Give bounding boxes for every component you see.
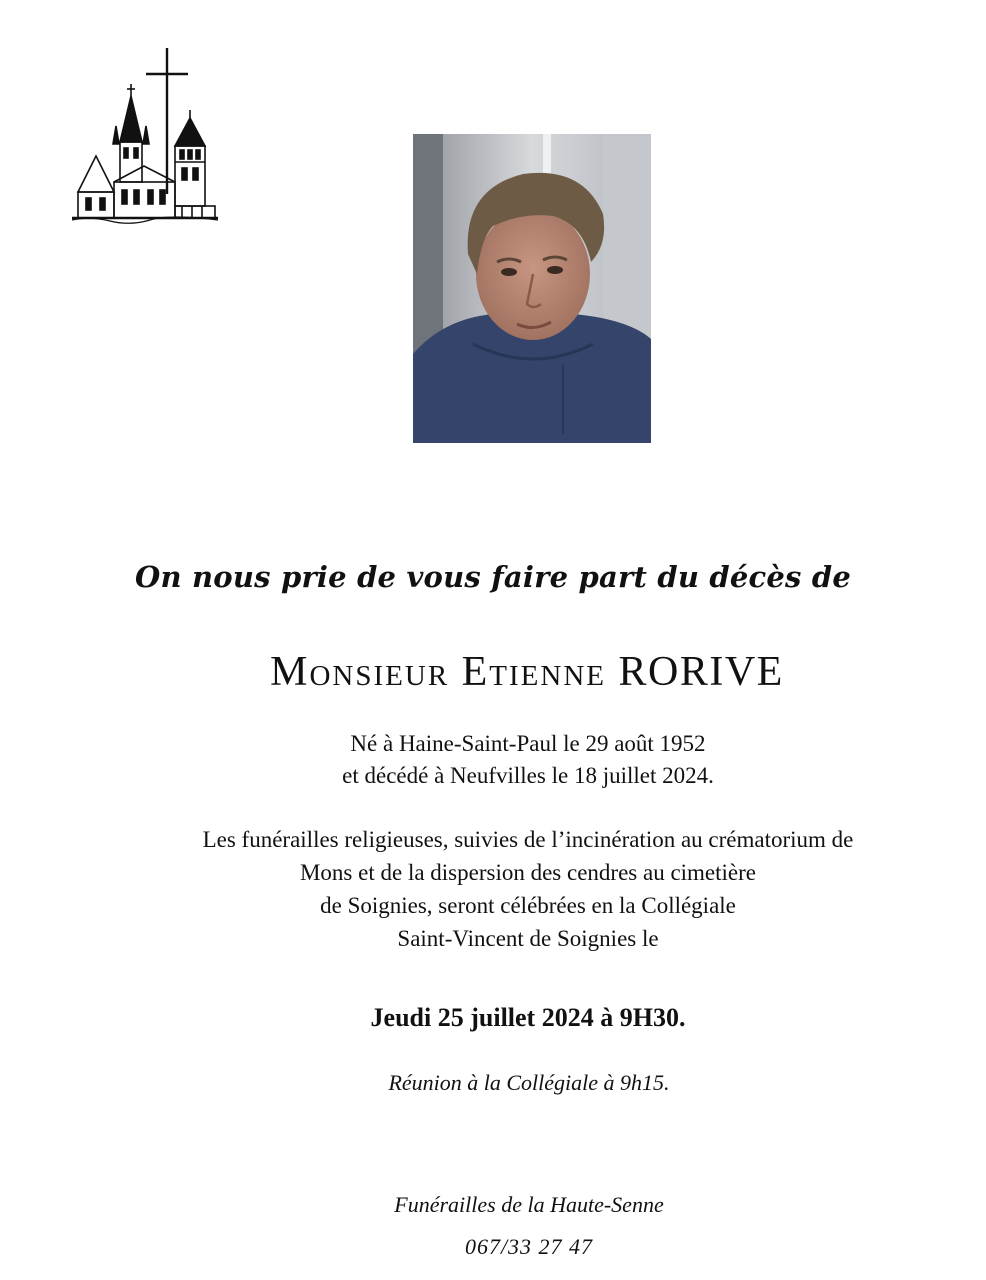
notice-intro: On nous prie de vous faire part du décès de	[134, 560, 851, 594]
funeral-line: de Soignies, seront célébrées en la Collégiale	[320, 893, 736, 918]
funeral-line: Les funérailles religieuses, suivies de l’incinération au crématorium de	[202, 827, 854, 852]
undertaker-name: Funérailles de la Haute-Senne	[394, 1192, 664, 1217]
funeral-details	[0, 823, 986, 955]
deceased-name-prefix: Monsieur Etienne	[270, 649, 606, 695]
meeting-info: Réunion à la Collégiale à 9h15.	[388, 1070, 670, 1095]
birth-death-info	[0, 728, 986, 792]
birth-line: Né à Haine-Saint-Paul le 29 août 1952	[350, 731, 706, 756]
portrait-photo	[413, 134, 651, 443]
funeral-line: Saint-Vincent de Soignies le	[397, 926, 659, 951]
deceased-name	[0, 648, 986, 696]
funeral-line: Mons et de la dispersion des cendres au cimetière	[299, 860, 756, 885]
death-line: et décédé à Neufvilles le 18 juillet 2024.	[342, 763, 714, 788]
ceremony-date: Jeudi 25 juillet 2024 à 9H30.	[370, 1003, 686, 1032]
church-logo-icon	[70, 44, 220, 224]
undertaker-phone: 067/33 27 47	[464, 1234, 594, 1259]
deceased-surname: RORIVE	[618, 649, 784, 695]
